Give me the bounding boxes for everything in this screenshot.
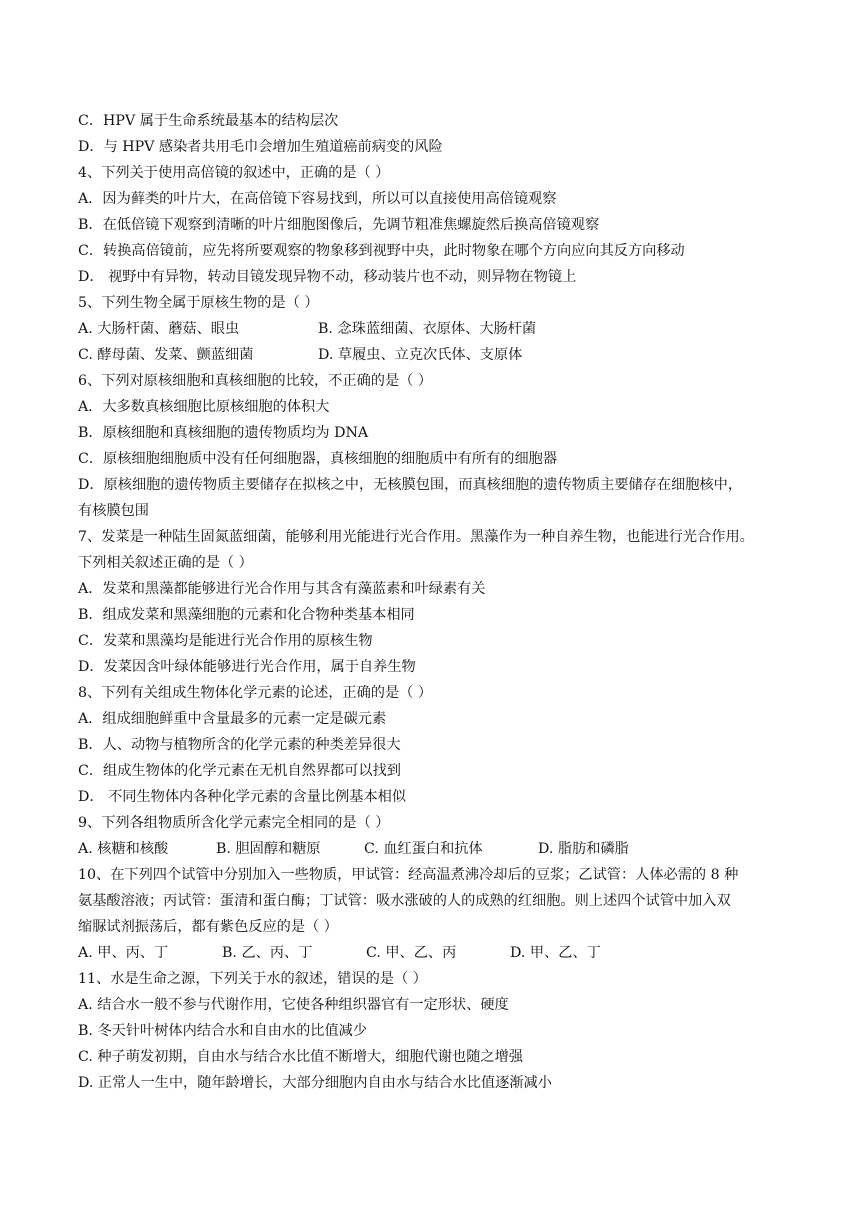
q10-stem-line1: 10、在下列四个试管中分别加入一些物质，甲试管：经高温煮沸冷却后的豆浆；乙试管：人体必需的 8 种: [78, 867, 739, 883]
q3-option-d: D．与 HPV 感染者共用毛巾会增加生殖道癌前病变的风险: [78, 139, 443, 155]
q10-option-a: A. 甲、丙、丁: [78, 945, 169, 961]
q4-option-d: D． 视野中有异物，转动目镜发现异物不动，移动装片也不动，则异物在物镜上: [78, 269, 577, 285]
q9-options-row: [78, 836, 788, 862]
q4-stem: 4、下列关于使用高倍镜的叙述中，正确的是（ ）: [78, 165, 390, 181]
q9-option-d: D. 脂肪和磷脂: [538, 841, 629, 857]
q6-option-a: A．大多数真核细胞比原核细胞的体积大: [78, 399, 330, 415]
exam-page: [78, 108, 788, 1096]
q6-option-d-line2: 有核膜包围: [78, 503, 149, 519]
q5-option-c: C. 酵母菌、发菜、颤蓝细菌: [78, 347, 254, 363]
q8-option-c: C．组成生物体的化学元素在无机自然界都可以找到: [78, 763, 401, 779]
q7-stem-line1: 7、发菜是一种陆生固氮蓝细菌，能够利用光能进行光合作用。黑藻作为一种自养生物，也能进行光合作用。: [78, 529, 754, 545]
q4-option-a: A．因为藓类的叶片大，在高倍镜下容易找到，所以可以直接使用高倍镜观察: [78, 191, 557, 207]
q6-stem: 6、下列对原核细胞和真核细胞的比较，不正确的是（ ）: [78, 373, 433, 389]
q10-stem-line2: 氨基酸溶液；丙试管：蛋清和蛋白酶；丁试管：吸水涨破的人的成熟的红细胞。则上述四个试管中加入双: [78, 893, 731, 909]
q8-stem: 8、下列有关组成生物体化学元素的论述，正确的是（ ）: [78, 685, 433, 701]
q5-option-b: B. 念珠蓝细菌、衣原体、大肠杆菌: [318, 321, 537, 337]
q11-option-b: B. 冬天针叶树体内结合水和自由水的比值减少: [78, 1023, 368, 1039]
q8-option-a: A．组成细胞鲜重中含量最多的元素一定是碳元素: [78, 711, 387, 727]
q11-option-a: A. 结合水一般不参与代谢作用，它使各种组织器官有一定形状、硬度: [78, 997, 509, 1013]
q4-option-c: C．转换高倍镜前，应先将所要观察的物象移到视野中央，此时物象在哪个方向应向其反方向移动: [78, 243, 685, 259]
q5-option-a: A. 大肠杆菌、蘑菇、眼虫: [78, 321, 240, 337]
q9-stem: 9、下列各组物质所含化学元素完全相同的是（ ）: [78, 815, 390, 831]
q6-option-c: C．原核细胞细胞质中没有任何细胞器，真核细胞的细胞质中有所有的细胞器: [78, 451, 558, 467]
q11-stem: 11、水是生命之源，下列关于水的叙述，错误的是（ ）: [78, 971, 427, 987]
q7-option-a: A．发菜和黑藻都能够进行光合作用与其含有藻蓝素和叶绿素有关: [78, 581, 486, 597]
q10-stem-line3: 缩脲试剂振荡后，都有紫色反应的是（ ）: [78, 919, 338, 935]
q7-option-b: B．组成发菜和黑藻细胞的元素和化合物种类基本相同: [78, 607, 415, 623]
q5-options-row1: [78, 316, 788, 342]
q9-option-a: A. 核糖和核酸: [78, 841, 169, 857]
q8-option-d: D． 不同生物体内各种化学元素的含量比例基本相似: [78, 789, 407, 805]
q9-option-b: B. 胆固醇和糖原: [216, 841, 321, 857]
q6-option-b: B．原核细胞和真核细胞的遗传物质均为 DNA: [78, 425, 369, 441]
q5-option-d: D. 草履虫、立克次氏体、支原体: [318, 347, 523, 363]
q11-option-c: C. 种子萌发初期，自由水与结合水比值不断增大，细胞代谢也随之增强: [78, 1049, 523, 1065]
q8-option-b: B．人、动物与植物所含的化学元素的种类差异很大: [78, 737, 401, 753]
q9-option-c: C. 血红蛋白和抗体: [364, 841, 483, 857]
q10-option-d: D. 甲、乙、丁: [510, 945, 601, 961]
q5-options-row2: [78, 342, 788, 368]
q6-option-d-line1: D．原核细胞的遗传物质主要储存在拟核之中，无核膜包围，而真核细胞的遗传物质主要储存在细胞核中，: [78, 477, 743, 493]
q7-stem-line2: 下列相关叙述正确的是（ ）: [78, 555, 253, 571]
q10-options-row: [78, 940, 788, 966]
q10-option-b: B. 乙、丙、丁: [222, 945, 313, 961]
q5-stem: 5、下列生物全属于原核生物的是（ ）: [78, 295, 319, 311]
q11-option-d: D. 正常人一生中，随年龄增长，大部分细胞内自由水与结合水比值逐渐减小: [78, 1075, 552, 1091]
q3-option-c: C．HPV 属于生命系统最基本的结构层次: [78, 113, 339, 129]
q10-option-c: C. 甲、乙、丙: [366, 945, 457, 961]
q7-option-c: C．发菜和黑藻均是能进行光合作用的原核生物: [78, 633, 373, 649]
q7-option-d: D．发菜因含叶绿体能够进行光合作用，属于自养生物: [78, 659, 416, 675]
q4-option-b: B．在低倍镜下观察到清晰的叶片细胞图像后，先调节粗准焦螺旋然后换高倍镜观察: [78, 217, 600, 233]
